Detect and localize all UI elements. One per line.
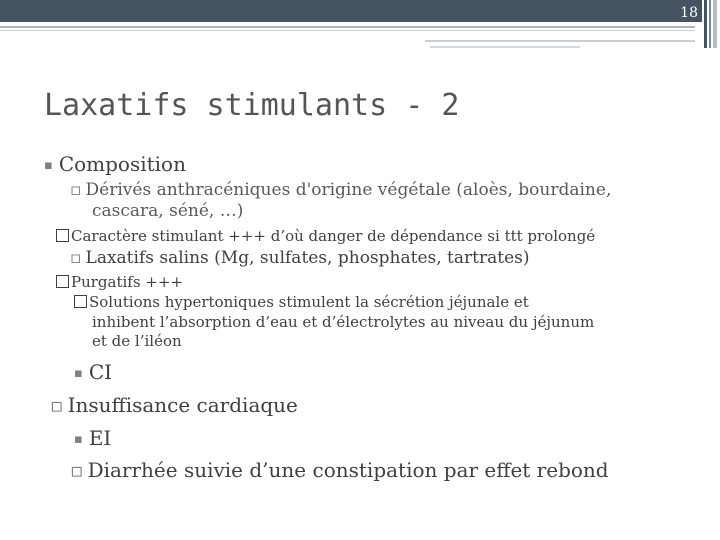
header-underline-3 (425, 40, 695, 42)
bullet-purgatifs (56, 273, 183, 291)
square-bullet-icon: ▪ (44, 158, 53, 173)
bullet-ci (74, 360, 112, 384)
square-bullet-icon: ▪ (74, 366, 83, 381)
ci-label: CI (88, 360, 113, 384)
bullet-diarrhee (70, 458, 609, 482)
slide-title: Laxatifs stimulants - 2 (44, 88, 460, 123)
bullet-caractere (56, 227, 595, 245)
header-underline-1 (0, 26, 695, 28)
right-edge-band-1 (704, 0, 707, 48)
circle-bullet-icon: ▫ (70, 458, 84, 482)
box-bullet-icon (56, 275, 69, 288)
bullet-ei (74, 426, 111, 450)
solutions-line2: inhibent l’absorption d’eau et d’électrolytes au niveau du jéjunum (92, 313, 595, 331)
solutions-line3: et de l’iléon (92, 332, 182, 350)
circle-bullet-icon: ▫ (70, 248, 82, 268)
laxatifs-salins-text: Laxatifs salins (Mg, sulfates, phosphates, tartrates) (85, 248, 530, 268)
solutions-continuation-2 (92, 332, 182, 350)
solutions-line1: Solutions hypertoniques stimulent la sécrétion jéjunale et (89, 293, 529, 311)
bullet-derives (70, 180, 611, 200)
derives-line2: cascara, séné, …) (92, 201, 244, 221)
top-dark-band (0, 0, 702, 22)
solutions-continuation-1 (92, 313, 594, 331)
bullet-solutions (74, 293, 529, 311)
caractere-text: Caractère stimulant +++ d’où danger de dépendance si ttt prolongé (71, 227, 596, 245)
header-underline-4 (430, 46, 580, 48)
right-edge-band-2 (709, 0, 711, 48)
diarrhee-text: Diarrhée suivie d’une constipation par effet rebond (87, 458, 609, 482)
slide-number: 18 (680, 5, 698, 21)
bullet-insuffisance (50, 393, 298, 417)
bullet-laxatifs-salins (70, 248, 529, 268)
header-underline-2 (0, 30, 695, 31)
derives-line1: Dérivés anthracéniques d'origine végétale (aloès, bourdaine, (85, 180, 612, 200)
right-edge-band-3 (713, 0, 717, 48)
header-bar (0, 0, 720, 60)
bullet-composition (44, 152, 186, 176)
circle-bullet-icon: ▫ (50, 393, 64, 417)
square-bullet-icon: ▪ (74, 432, 83, 447)
ei-label: EI (88, 426, 112, 450)
box-bullet-icon (74, 295, 87, 308)
derives-continuation (92, 201, 243, 221)
insuffisance-text: Insuffisance cardiaque (67, 393, 298, 417)
box-bullet-icon (56, 229, 69, 242)
composition-label: Composition (58, 152, 186, 176)
purgatifs-text: Purgatifs +++ (71, 273, 184, 291)
circle-bullet-icon: ▫ (70, 180, 82, 200)
